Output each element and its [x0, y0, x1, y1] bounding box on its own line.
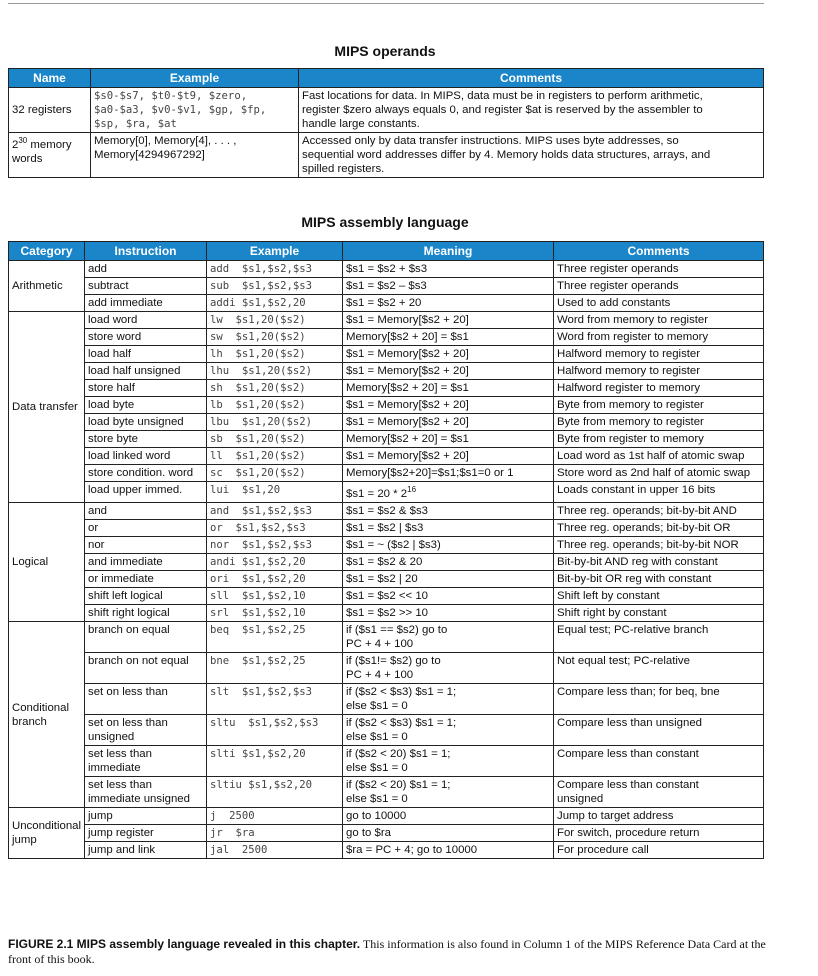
meaning-cell: $s1 = $s2 & 20 — [343, 554, 554, 571]
meaning-cell: $s1 = $s2 & $s3 — [343, 503, 554, 520]
cell-line: unsigned — [88, 731, 135, 743]
instruction-cell: add — [85, 261, 207, 278]
name-rest: memory — [27, 139, 72, 151]
example-cell: jr $ra — [207, 825, 343, 842]
example-cell: beq $s1,$s2,25 — [207, 622, 343, 653]
example-cell: lb $s1,20($s2) — [207, 397, 343, 414]
example-cell: andi $s1,$s2,20 — [207, 554, 343, 571]
instruction-row — [9, 537, 764, 554]
example-cell: slt $s1,$s2,$s3 — [207, 684, 343, 715]
comment-cell: Halfword memory to register — [554, 346, 764, 363]
instruction-cell: nor — [85, 537, 207, 554]
comment-cell: Word from register to memory — [554, 329, 764, 346]
example-line: Memory[4294967292] — [94, 149, 205, 161]
cell-line: else $s1 = 0 — [346, 731, 408, 743]
meaning-cell: Memory[$s2+20]=$s1;$s1=0 or 1 — [343, 465, 554, 482]
comment-cell: Bit-by-bit OR reg with constant — [554, 571, 764, 588]
instruction-cell: branch on not equal — [85, 653, 207, 684]
comment-line: register $zero always equals 0, and register $at is reserved by the assembler to — [302, 104, 703, 116]
example-cell: sc $s1,20($s2) — [207, 465, 343, 482]
instruction-cell: load upper immed. — [85, 482, 207, 503]
example-cell: or $s1,$s2,$s3 — [207, 520, 343, 537]
example-cell: nor $s1,$s2,$s3 — [207, 537, 343, 554]
cell-line: else $s1 = 0 — [346, 762, 408, 774]
example-cell: sll $s1,$s2,10 — [207, 588, 343, 605]
comment-cell: Byte from register to memory — [554, 431, 764, 448]
category-cell: Conditional branch — [9, 622, 85, 808]
instruction-cell: jump and link — [85, 842, 207, 859]
instruction-cell: branch on equal — [85, 622, 207, 653]
operand-row-registers — [9, 88, 764, 133]
cell-line: unsigned — [557, 793, 604, 805]
operand-comment — [299, 133, 764, 178]
instruction-row — [9, 503, 764, 520]
example-cell: srl $s1,$s2,10 — [207, 605, 343, 622]
assembly-table-body — [9, 261, 764, 859]
instruction-row — [9, 622, 764, 653]
instruction-row — [9, 605, 764, 622]
example-cell: ll $s1,20($s2) — [207, 448, 343, 465]
meaning-cell — [343, 622, 554, 653]
cell-line: else $s1 = 0 — [346, 700, 408, 712]
example-cell: sh $s1,20($s2) — [207, 380, 343, 397]
example-cell: add $s1,$s2,$s3 — [207, 261, 343, 278]
comment-cell: Three reg. operands; bit-by-bit OR — [554, 520, 764, 537]
instruction-row — [9, 777, 764, 808]
comment-cell: Halfword memory to register — [554, 363, 764, 380]
header-instruction: Instruction — [85, 242, 207, 261]
comment-cell: Store word as 2nd half of atomic swap — [554, 465, 764, 482]
mips-operands-table — [8, 68, 764, 178]
meaning-cell: $s1 = ~ ($s2 | $s3) — [343, 537, 554, 554]
meaning-cell: $s1 = $s2 | $s3 — [343, 520, 554, 537]
example-cell: lh $s1,20($s2) — [207, 346, 343, 363]
caption-label: FIGURE 2.1 MIPS assembly language revealed in this chapter. — [8, 937, 361, 951]
comment-cell: Word from memory to register — [554, 312, 764, 329]
meaning-cell — [343, 746, 554, 777]
comment-cell: Shift right by constant — [554, 605, 764, 622]
instruction-cell: and — [85, 503, 207, 520]
category-cell: Data transfer — [9, 312, 85, 503]
comment-cell: Compare less than unsigned — [554, 715, 764, 746]
comment-cell: Jump to target address — [554, 808, 764, 825]
comment-line: spilled registers. — [302, 163, 385, 175]
operand-example — [91, 133, 299, 178]
caption-text: This information is also found in Column 1 of the MIPS Reference Data Card at the front of this book. — [8, 937, 766, 966]
meaning-cell: Memory[$s2 + 20] = $s1 — [343, 380, 554, 397]
header-example: Example — [207, 242, 343, 261]
cell-line: if ($s2 < $s3) $s1 = 1; — [346, 717, 457, 729]
mips-assembly-table — [8, 241, 764, 859]
instruction-cell: store byte — [85, 431, 207, 448]
instruction-row — [9, 329, 764, 346]
cell-line: set less than — [88, 779, 152, 791]
operand-example — [91, 88, 299, 133]
example-cell: lbu $s1,20($s2) — [207, 414, 343, 431]
meaning-cell: $s1 = $s2 | 20 — [343, 571, 554, 588]
instruction-row — [9, 653, 764, 684]
comment-cell: Load word as 1st half of atomic swap — [554, 448, 764, 465]
operands-table-title: MIPS operands — [334, 43, 436, 59]
comment-cell: Byte from memory to register — [554, 414, 764, 431]
instruction-cell: load half unsigned — [85, 363, 207, 380]
assembly-header-row — [9, 242, 764, 261]
comment-cell: Loads constant in upper 16 bits — [554, 482, 764, 503]
example-line: $s0-$s7, $t0-$t9, $zero, — [94, 90, 248, 102]
cell-line: set less than — [88, 748, 152, 760]
meaning-cell: $s1 = Memory[$s2 + 20] — [343, 414, 554, 431]
name-line2: words — [12, 153, 43, 165]
assembly-table-title: MIPS assembly language — [301, 214, 469, 230]
instruction-cell: load byte — [85, 397, 207, 414]
meaning-base: $s1 = 20 * 2 — [346, 488, 408, 500]
instruction-row — [9, 746, 764, 777]
example-cell: slti $s1,$s2,20 — [207, 746, 343, 777]
meaning-cell: $s1 = $s2 – $s3 — [343, 278, 554, 295]
name-exponent: 30 — [18, 136, 28, 145]
instruction-row — [9, 295, 764, 312]
meaning-exponent: 16 — [407, 485, 417, 494]
instruction-cell: store word — [85, 329, 207, 346]
instruction-row — [9, 312, 764, 329]
meaning-cell: $ra = PC + 4; go to 10000 — [343, 842, 554, 859]
comment-cell: Three reg. operands; bit-by-bit NOR — [554, 537, 764, 554]
example-cell: addi $s1,$s2,20 — [207, 295, 343, 312]
instruction-row — [9, 684, 764, 715]
operand-name — [9, 133, 91, 178]
header-category: Category — [9, 242, 85, 261]
example-line: $sp, $ra, $at — [94, 118, 177, 130]
operand-comment — [299, 88, 764, 133]
cell-line: if ($s1 == $s2) go to — [346, 624, 448, 636]
example-cell: bne $s1,$s2,25 — [207, 653, 343, 684]
meaning-cell: $s1 = Memory[$s2 + 20] — [343, 312, 554, 329]
meaning-cell: go to 10000 — [343, 808, 554, 825]
instruction-row — [9, 448, 764, 465]
instruction-row — [9, 825, 764, 842]
comment-cell: Bit-by-bit AND reg with constant — [554, 554, 764, 571]
cell-line: if ($s1!= $s2) go to — [346, 655, 441, 667]
instruction-row — [9, 380, 764, 397]
example-cell: sltiu $s1,$s2,20 — [207, 777, 343, 808]
figure-caption — [8, 937, 778, 967]
cell-line: PC + 4 + 100 — [346, 638, 414, 650]
comment-cell: Byte from memory to register — [554, 397, 764, 414]
example-cell: lui $s1,20 — [207, 482, 343, 503]
instruction-cell: and immediate — [85, 554, 207, 571]
meaning-cell: $s1 = Memory[$s2 + 20] — [343, 397, 554, 414]
instruction-row — [9, 571, 764, 588]
instruction-row — [9, 715, 764, 746]
instruction-cell: shift right logical — [85, 605, 207, 622]
instruction-cell: set on less than — [85, 684, 207, 715]
meaning-cell: $s1 = $s2 + $s3 — [343, 261, 554, 278]
instruction-cell: load half — [85, 346, 207, 363]
example-cell: jal 2500 — [207, 842, 343, 859]
instruction-row — [9, 808, 764, 825]
operand-name: 32 registers — [9, 88, 91, 133]
name-base: 2 — [12, 139, 19, 151]
instruction-cell: load linked word — [85, 448, 207, 465]
instruction-row — [9, 482, 764, 503]
top-rule — [8, 3, 764, 4]
instruction-row — [9, 363, 764, 380]
meaning-cell: Memory[$s2 + 20] = $s1 — [343, 431, 554, 448]
cell-line: if ($s2 < 20) $s1 = 1; — [346, 748, 451, 760]
example-cell: lhu $s1,20($s2) — [207, 363, 343, 380]
cell-line: Compare less than constant — [557, 779, 699, 791]
example-line: $a0-$a3, $v0-$v1, $gp, $fp, — [94, 104, 267, 116]
instruction-row — [9, 554, 764, 571]
meaning-cell — [343, 653, 554, 684]
instruction-cell: load byte unsigned — [85, 414, 207, 431]
comment-cell: Used to add constants — [554, 295, 764, 312]
comment-cell: For switch, procedure return — [554, 825, 764, 842]
comment-cell: Three register operands — [554, 278, 764, 295]
instruction-cell: store half — [85, 380, 207, 397]
category-cell: Unconditional jump — [9, 808, 85, 859]
comment-cell: Three reg. operands; bit-by-bit AND — [554, 503, 764, 520]
cell-line: set on less than — [88, 717, 168, 729]
header-comments: Comments — [299, 69, 764, 88]
example-cell: and $s1,$s2,$s3 — [207, 503, 343, 520]
example-cell: j 2500 — [207, 808, 343, 825]
header-name: Name — [9, 69, 91, 88]
example-cell: lw $s1,20($s2) — [207, 312, 343, 329]
category-cell: Logical — [9, 503, 85, 622]
example-cell: sltu $s1,$s2,$s3 — [207, 715, 343, 746]
instruction-row — [9, 588, 764, 605]
instruction-cell: load word — [85, 312, 207, 329]
instruction-cell — [85, 746, 207, 777]
instruction-cell: subtract — [85, 278, 207, 295]
comment-cell: For procedure call — [554, 842, 764, 859]
meaning-cell — [343, 777, 554, 808]
operand-row-memory — [9, 133, 764, 178]
header-example: Example — [91, 69, 299, 88]
meaning-cell: $s1 = $s2 + 20 — [343, 295, 554, 312]
operands-header-row — [9, 69, 764, 88]
cell-line: if ($s2 < $s3) $s1 = 1; — [346, 686, 457, 698]
comment-cell: Halfword register to memory — [554, 380, 764, 397]
comment-cell: Compare less than; for beq, bne — [554, 684, 764, 715]
instruction-cell: shift left logical — [85, 588, 207, 605]
comment-cell: Shift left by constant — [554, 588, 764, 605]
meaning-cell — [343, 482, 554, 503]
comment-cell: Three register operands — [554, 261, 764, 278]
instruction-row — [9, 261, 764, 278]
comment-cell — [554, 777, 764, 808]
cell-line: immediate unsigned — [88, 793, 190, 805]
category-cell: Arithmetic — [9, 261, 85, 312]
comment-cell: Compare less than constant — [554, 746, 764, 777]
instruction-row — [9, 520, 764, 537]
meaning-cell: $s1 = Memory[$s2 + 20] — [343, 346, 554, 363]
instruction-cell: add immediate — [85, 295, 207, 312]
comment-cell: Equal test; PC-relative branch — [554, 622, 764, 653]
header-comments: Comments — [554, 242, 764, 261]
instruction-row — [9, 346, 764, 363]
instruction-row — [9, 414, 764, 431]
meaning-cell — [343, 715, 554, 746]
meaning-cell: $s1 = $s2 >> 10 — [343, 605, 554, 622]
instruction-row — [9, 465, 764, 482]
instruction-cell: or — [85, 520, 207, 537]
instruction-row — [9, 278, 764, 295]
example-cell: sw $s1,20($s2) — [207, 329, 343, 346]
instruction-cell — [85, 777, 207, 808]
example-cell: ori $s1,$s2,20 — [207, 571, 343, 588]
instruction-row — [9, 842, 764, 859]
instruction-cell: jump register — [85, 825, 207, 842]
comment-line: sequential word addresses differ by 4. Memory holds data structures, arrays, and — [302, 149, 711, 161]
comment-line: Fast locations for data. In MIPS, data must be in registers to perform arithmetic, — [302, 90, 703, 102]
header-meaning: Meaning — [343, 242, 554, 261]
meaning-cell: $s1 = Memory[$s2 + 20] — [343, 448, 554, 465]
example-cell: sb $s1,20($s2) — [207, 431, 343, 448]
comment-line: handle large constants. — [302, 118, 420, 130]
instruction-cell — [85, 715, 207, 746]
cell-line: immediate — [88, 762, 141, 774]
instruction-row — [9, 397, 764, 414]
example-cell: sub $s1,$s2,$s3 — [207, 278, 343, 295]
instruction-cell: jump — [85, 808, 207, 825]
comment-cell: Not equal test; PC-relative — [554, 653, 764, 684]
meaning-cell — [343, 684, 554, 715]
instruction-cell: store condition. word — [85, 465, 207, 482]
meaning-cell: go to $ra — [343, 825, 554, 842]
meaning-cell: Memory[$s2 + 20] = $s1 — [343, 329, 554, 346]
meaning-cell: $s1 = $s2 << 10 — [343, 588, 554, 605]
cell-line: if ($s2 < 20) $s1 = 1; — [346, 779, 451, 791]
instruction-row — [9, 431, 764, 448]
example-line: Memory[0], Memory[4], . . . , — [94, 135, 237, 147]
comment-line: Accessed only by data transfer instructions. MIPS uses byte addresses, so — [302, 135, 679, 147]
meaning-cell: $s1 = Memory[$s2 + 20] — [343, 363, 554, 380]
cell-line: PC + 4 + 100 — [346, 669, 414, 681]
instruction-cell: or immediate — [85, 571, 207, 588]
cell-line: else $s1 = 0 — [346, 793, 408, 805]
